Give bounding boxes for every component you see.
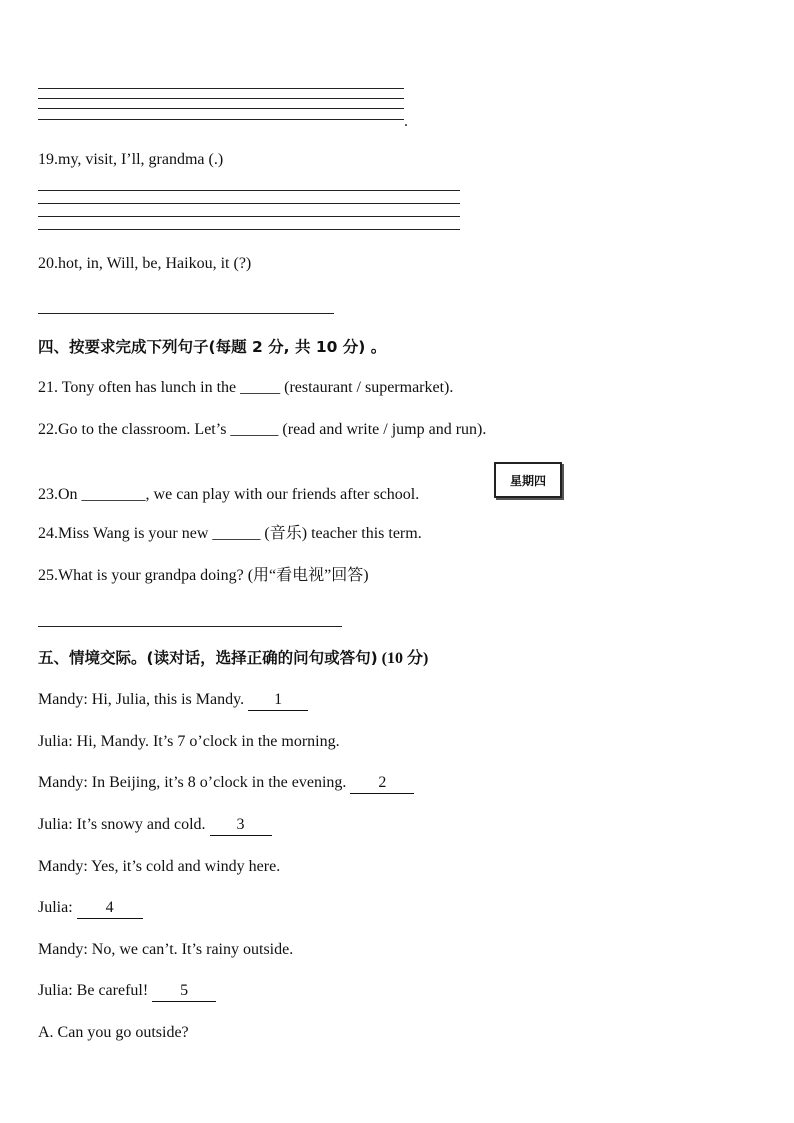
option-a: A. Can you go outside? — [38, 1024, 189, 1041]
section5-title-main: 五、情境交际。(读对话，选择正确的问句或答句) — [38, 649, 378, 667]
dialogue-line — [38, 940, 293, 960]
dialogue-line — [38, 857, 280, 877]
dialogue-line — [38, 815, 272, 836]
q23-text: 23.On ________, we can play with our friends after school. — [38, 486, 420, 503]
answer-line[interactable] — [38, 229, 460, 230]
thursday-card-image: 星期四 — [494, 462, 562, 498]
answer-line[interactable] — [38, 190, 460, 191]
answer-line[interactable] — [38, 626, 342, 627]
answer-line[interactable] — [38, 108, 404, 109]
answer-line[interactable] — [38, 88, 404, 89]
dialogue-text: Mandy: No, we can’t. It’s rainy outside. — [38, 941, 294, 958]
dialogue-text: Julia: — [38, 899, 77, 916]
dialogue-line — [38, 898, 143, 919]
dialogue-text: Julia: It’s snowy and cold. — [38, 816, 210, 833]
dialogue-line — [38, 981, 216, 1002]
dialogue-line — [38, 773, 414, 794]
q19-prompt: 19.my, visit, I’ll, grandma (.) — [38, 151, 224, 168]
blank-4[interactable]: 4 — [77, 898, 143, 919]
q24-text: 24.Miss Wang is your new ______ (音乐) teacher this term. — [38, 525, 422, 542]
dialogue-text: Julia: Hi, Mandy. It’s 7 o’clock in the morning. — [38, 733, 340, 750]
blank-3[interactable]: 3 — [210, 815, 272, 836]
q20-prompt: 20.hot, in, Will, be, Haikou, it (?) — [38, 255, 252, 272]
blank-1[interactable]: 1 — [248, 690, 308, 711]
answer-line[interactable] — [38, 119, 404, 120]
q22-text: 22.Go to the classroom. Let’s ______ (read and write / jump and run). — [38, 421, 487, 438]
dialogue-text: Mandy: Hi, Julia, this is Mandy. — [38, 691, 249, 708]
q25-text: 25.What is your grandpa doing? (用“看电视”回答) — [38, 567, 369, 584]
dialogue-text: Mandy: In Beijing, it’s 8 o’clock in the evening. — [38, 774, 351, 791]
q21-text: 21. Tony often has lunch in the _____ (restaurant / supermarket). — [38, 379, 454, 396]
blank-5[interactable]: 5 — [152, 981, 216, 1002]
answer-line[interactable] — [38, 313, 334, 314]
dialogue-text: Mandy: Yes, it’s cold and windy here. — [38, 858, 281, 875]
answer-line[interactable] — [38, 216, 460, 217]
section5-title — [38, 648, 428, 669]
dialogue-text: Julia: Be careful! — [38, 982, 153, 999]
answer-line[interactable] — [38, 203, 460, 204]
section4-title: 四、按要求完成下列句子(每题 2 分, 共 10 分) 。 — [38, 338, 387, 356]
answer-line[interactable] — [38, 98, 404, 99]
section5-title-score: (10 分) — [381, 650, 429, 667]
dialogue-line — [38, 732, 340, 752]
blank-2[interactable]: 2 — [350, 773, 414, 794]
q18-period: . — [404, 113, 408, 130]
dialogue-line — [38, 690, 308, 711]
